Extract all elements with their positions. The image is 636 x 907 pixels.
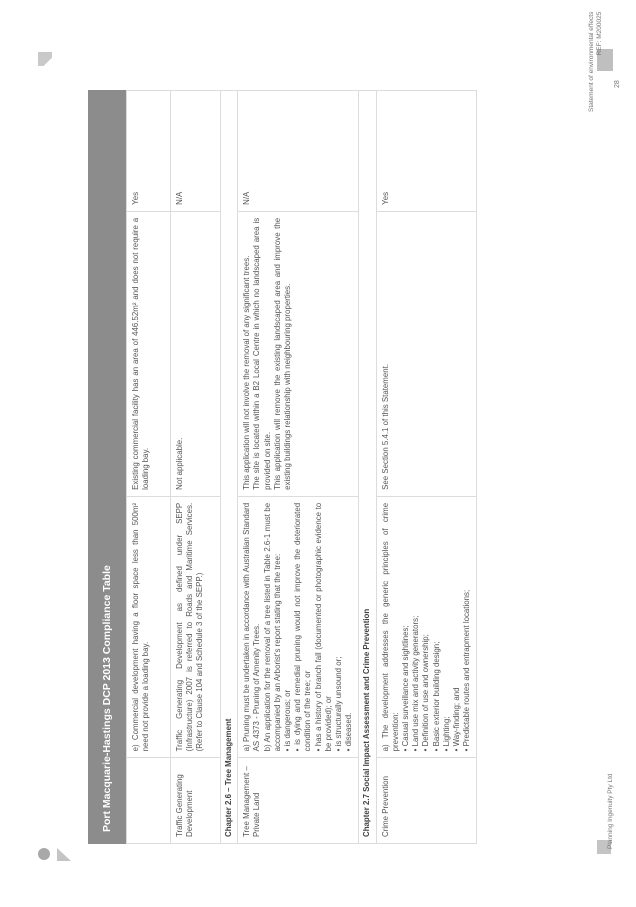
- footer-document-title: Statement of environmental effects: [588, 11, 595, 112]
- requirement-bullet: • diseased.: [344, 712, 354, 752]
- requirement-bullet: • Casual surveillance and sightlines;: [401, 625, 411, 752]
- requirement-bullet: • Basic exterior building design;: [431, 641, 441, 752]
- requirement-cell: [238, 496, 359, 758]
- response-line: This application will not involve the removal of any significant trees.: [242, 255, 252, 490]
- requirement-bullet: • is dying and remedial pruning would not improve the deteriorated condition of the tree; or: [293, 502, 313, 752]
- topic-cell: Tree Management – Private Land: [238, 758, 359, 844]
- compliance-table: [126, 90, 477, 844]
- section-heading-crime-prevention: Chapter 2.7 Social Impact Assessment and Crime Prevention: [359, 91, 376, 844]
- topic-cell: Traffic Generating Development: [171, 758, 221, 844]
- table-title: Port Macquarie-Hastings DCP 2013 Compliance Table: [88, 90, 126, 844]
- response-line: This application will remove the existing landscaped area and improve the existing buildings relationship with neighbouring properties.: [272, 217, 293, 490]
- requirement-bullet: • Definition of use and ownership;: [421, 634, 431, 752]
- table-row: [171, 91, 221, 844]
- requirement-bullet: • Way-finding; and: [452, 687, 462, 752]
- requirement-bullet: • Lighting;: [441, 716, 451, 752]
- table-row: [238, 91, 359, 844]
- section-heading-row: [359, 91, 376, 844]
- requirement-line: b) An application for the removal of a tree listed in Table 2.6-1 must be accompanied by an Arborist's report stating that the tree:: [262, 502, 282, 752]
- footer-reference: REF: M200025: [596, 11, 603, 56]
- compliance-cell: Yes: [127, 91, 171, 212]
- section-heading-tree-management: Chapter 2.6 – Tree Management: [221, 91, 238, 844]
- response-cell: [238, 211, 359, 496]
- requirement-bullet: • is structurally unsound or;: [334, 656, 344, 752]
- compliance-cell: N/A: [238, 91, 359, 212]
- requirement-cell: [376, 496, 477, 758]
- table-row: [127, 91, 171, 844]
- logo-triangle-mark: [57, 848, 71, 861]
- compliance-cell: N/A: [171, 91, 221, 212]
- table-row: [376, 91, 477, 844]
- response-cell: See Section 5.4.1 of this Statement.: [376, 211, 477, 496]
- requirement-bullet: • is dangerous; or: [283, 689, 293, 752]
- requirement-line: a) Pruning must be undertaken in accordance with Australian Standard AS 4373 - Pruning of Amenity Trees.: [242, 502, 262, 752]
- topic-cell: Crime Prevention: [376, 758, 477, 844]
- section-heading-row: [221, 91, 238, 844]
- requirement-cell: e) Commercial development having a floor space less than 500m² need not provide a loading bay.: [127, 496, 171, 758]
- footer-company-name: Planning Ingenuity Pty Ltd: [607, 773, 614, 849]
- requirement-line: a) The development addresses the generic principles of crime prevention:: [380, 502, 400, 752]
- requirement-cell: Traffic Generating Development as defined under SEPP (Infrastructure) 2007 is referred to Roads and Maritime Services. (Refer to Clause 104 and Schedule 3 of the SEPP.): [171, 496, 221, 758]
- topic-cell: [127, 758, 171, 844]
- compliance-cell: Yes: [376, 91, 477, 212]
- requirement-bullet: • has a history of branch fall (documented or photographic evidence to be provided); or: [313, 502, 333, 752]
- footer-document-info: [588, 12, 604, 112]
- response-cell: Not applicable.: [171, 211, 221, 496]
- rotated-page-content: [88, 90, 580, 844]
- requirement-bullet: • Predictable routes and entrapment locations;: [462, 589, 472, 752]
- response-line: The site is located within a B2 Local Centre in which no landscaped area is provided on site.: [252, 217, 272, 490]
- page-number: 28: [614, 80, 621, 88]
- page-corner-mark-top-left: [38, 52, 52, 66]
- requirement-bullet: • Land use mix and activity generators;: [411, 615, 421, 752]
- logo-circle-mark: [38, 848, 50, 860]
- response-cell: Existing commercial facility has an area of 446.52m² and does not require a loading bay.: [127, 211, 171, 496]
